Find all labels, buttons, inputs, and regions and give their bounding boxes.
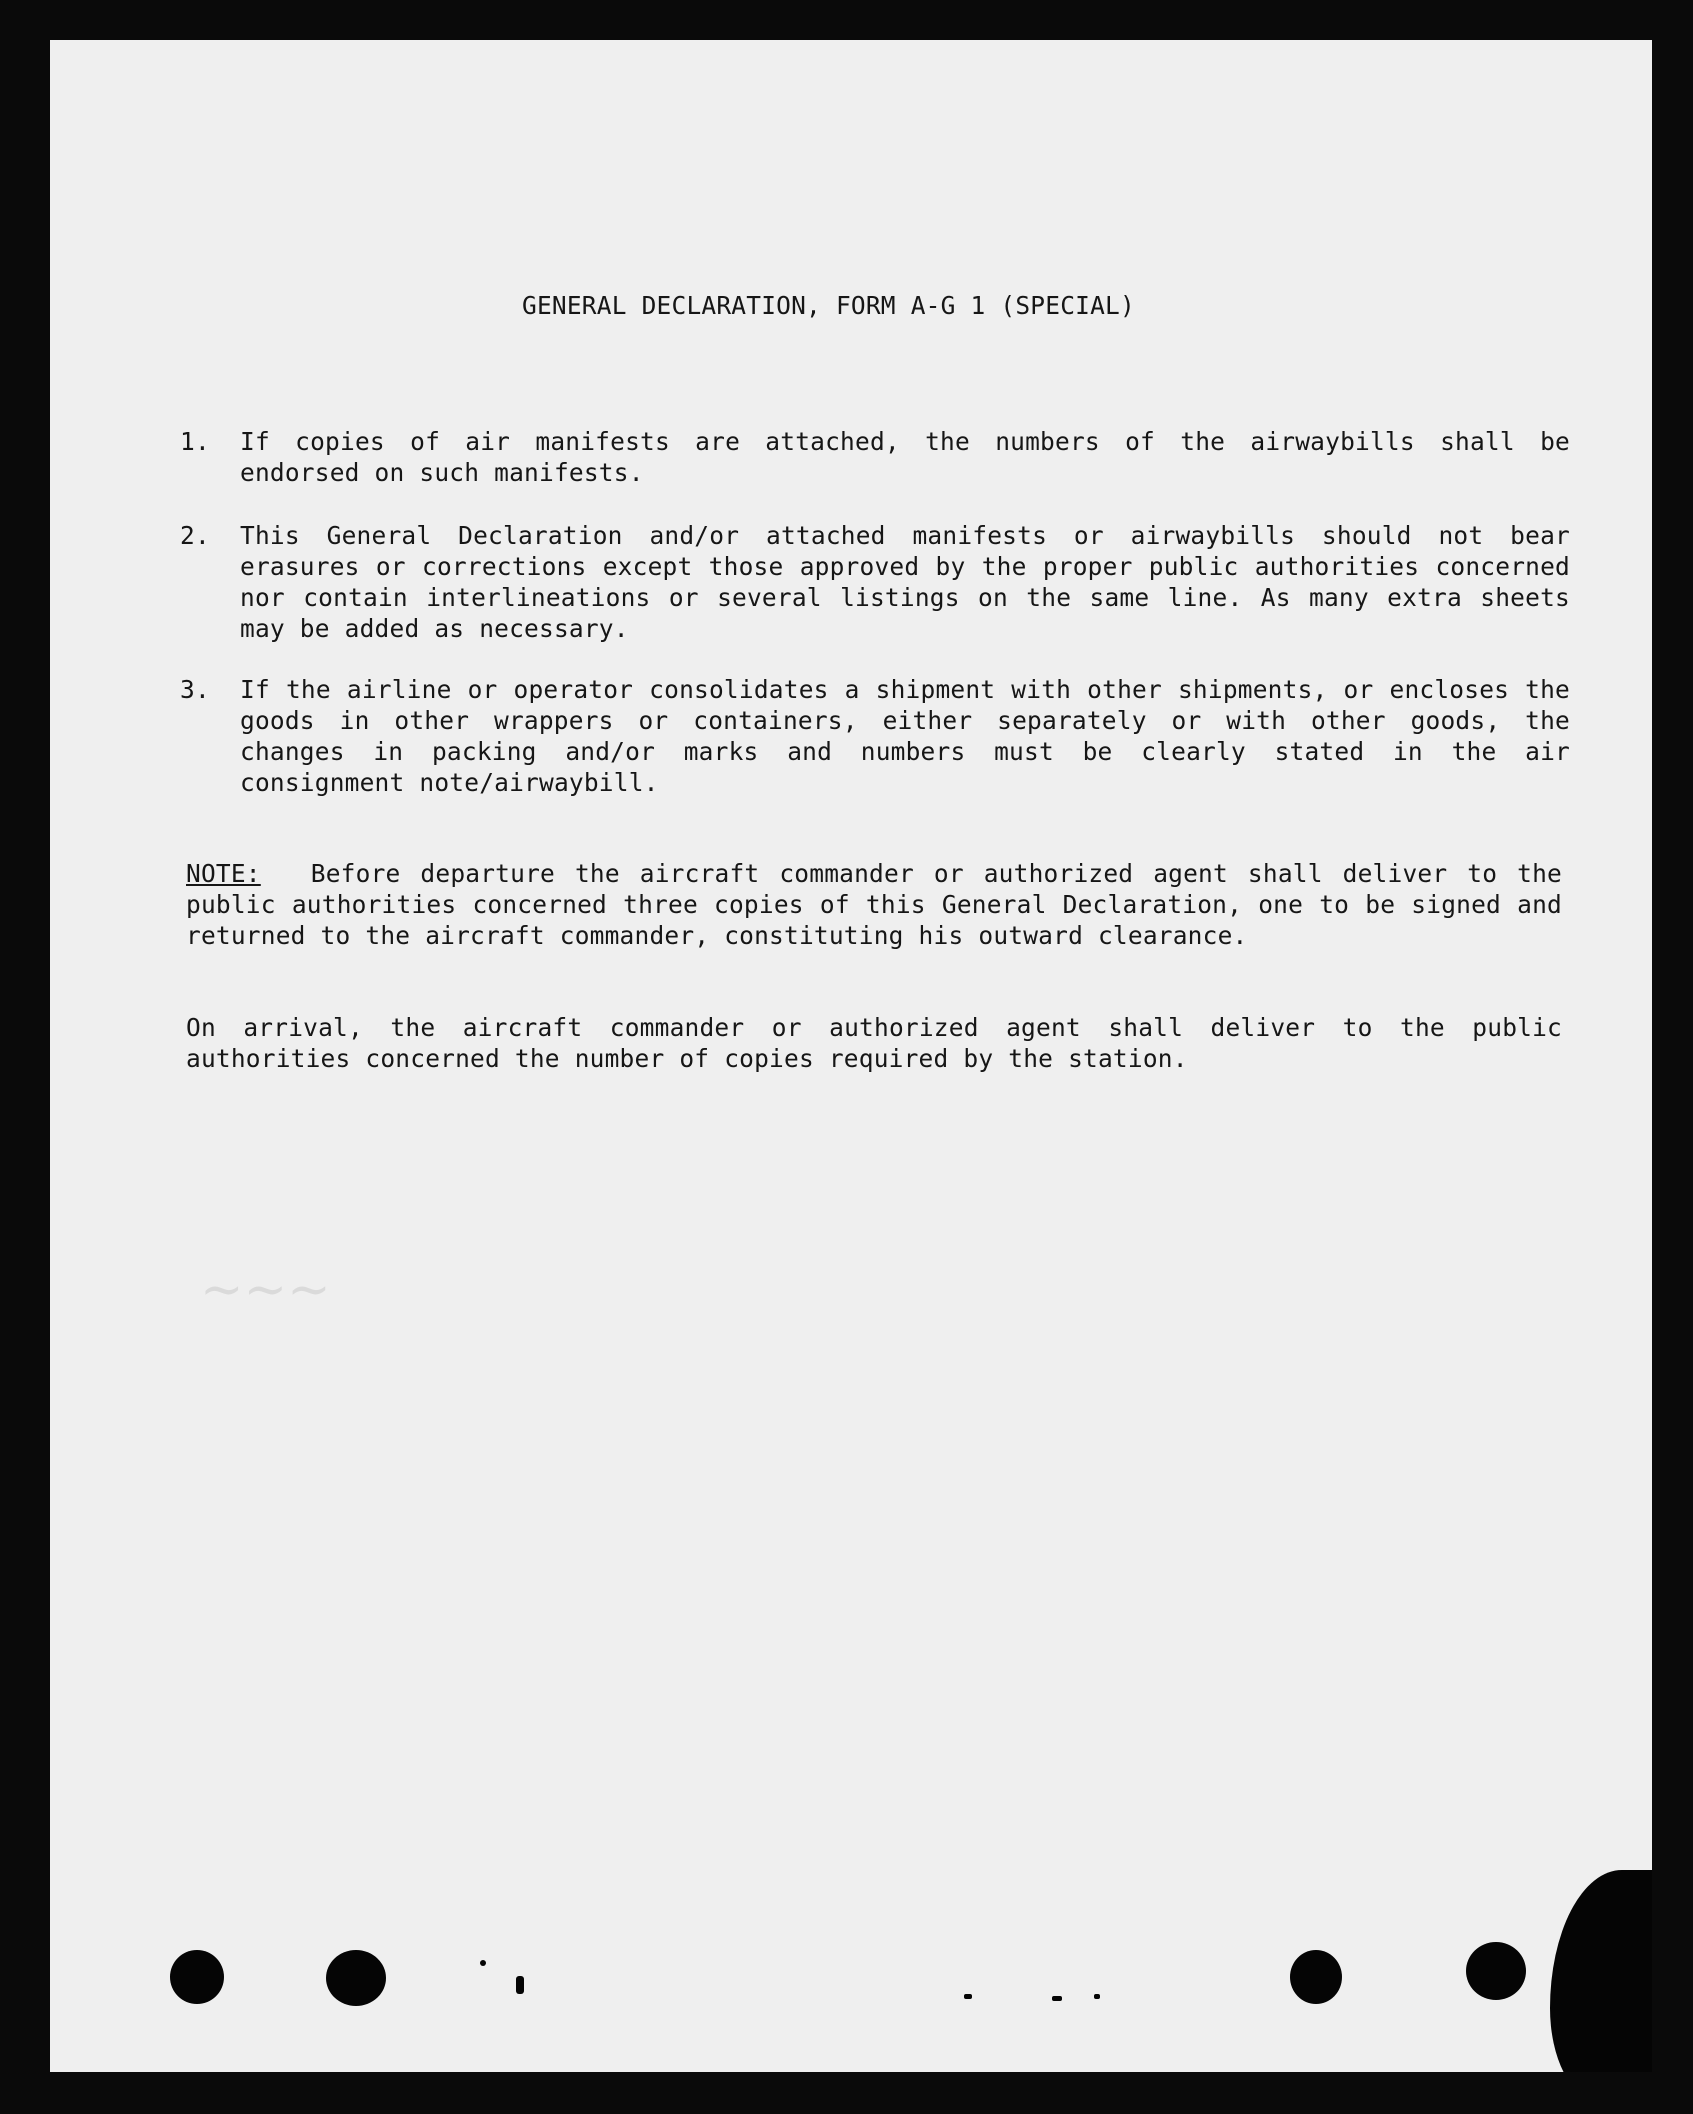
bleed-through-mark: ~~~ xyxy=(200,1260,331,1320)
item-number: 3. xyxy=(180,675,210,704)
ink-speck xyxy=(480,1960,486,1966)
document-page xyxy=(50,40,1652,2072)
ink-speck xyxy=(1094,1994,1100,1999)
item-text: This General Declaration and/or attached manifests or airwaybills should not bear erasures or corrections except those approved by the proper public authorities concerned nor contain interlineations or several listings on the same line. As many extra sheets may be added as necessary. xyxy=(240,521,1570,643)
arrival-paragraph: On arrival, the aircraft commander or authorized agent shall deliver to the public authorities concerned the number of copies required by the station. xyxy=(186,1013,1562,1073)
item-text: If the airline or operator consolidates a shipment with other shipments, or encloses the goods in other wrappers or containers, either separately or with other goods, the changes in packing and/or marks and numbers must be clearly stated in the air consignment note/airwaybill. xyxy=(240,675,1570,797)
item-number: 1. xyxy=(180,427,210,456)
document-title: GENERAL DECLARATION, FORM A-G 1 (SPECIAL) xyxy=(522,291,1135,320)
item-text: If copies of air manifests are attached, the numbers of the airwaybills shall be endorsed on such manifests. xyxy=(240,427,1570,487)
punch-hole xyxy=(1290,1950,1342,2004)
item-number: 2. xyxy=(180,521,210,550)
ink-speck xyxy=(1052,1996,1062,2001)
note-paragraph xyxy=(186,858,1562,951)
note-text: Before departure the aircraft commander or authorized agent shall deliver to the public authorities concerned three copies of this General Declaration, one to be signed and returned to the aircraft commander, constituting his outward clearance. xyxy=(186,859,1562,950)
punch-hole xyxy=(1466,1942,1526,2000)
punch-hole xyxy=(326,1950,386,2006)
note-label: NOTE: xyxy=(186,859,261,888)
ink-speck xyxy=(516,1976,524,1994)
punch-hole xyxy=(170,1950,224,2004)
ink-speck xyxy=(964,1994,972,1999)
torn-corner xyxy=(1550,1870,1652,2072)
